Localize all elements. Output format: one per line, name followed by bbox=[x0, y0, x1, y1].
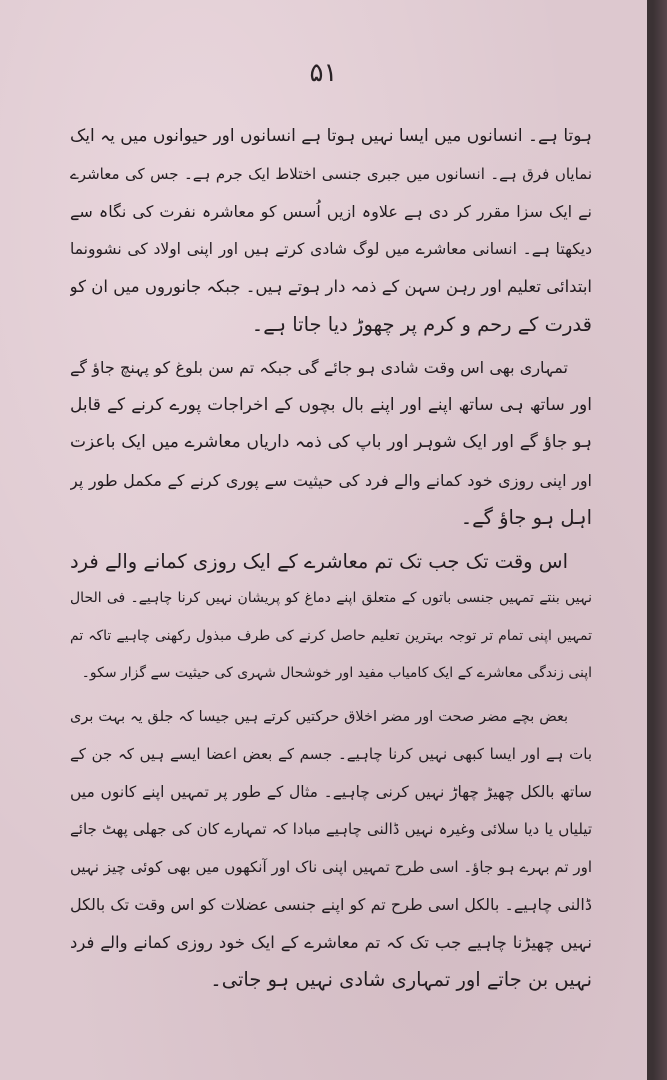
text-line: اور تم بہرے ہو جاؤ۔ اسی طرح تمہیں اپنی ناک اور آنکھوں میں بھی کوئی چیز نہیں bbox=[70, 857, 592, 876]
paragraph bbox=[70, 349, 592, 537]
page-text bbox=[70, 118, 592, 999]
text-line: تمہیں اپنی تمام تر توجہ بہترین تعلیم حاصل کرنے کی طرف مبذول رکھنی چاہیے تاکہ تم bbox=[70, 627, 592, 644]
text-line: ڈالنی چاہیے۔ بالکل اسی طرح تم کو اپنے جنسی عضلات کو اس وقت تک بالکل bbox=[70, 895, 592, 914]
text-line: تیلیاں یا دیا سلائی وغیرہ نہیں ڈالنی چاہیے مبادا کہ تمہارے کان کی جھلی پھٹ جائے bbox=[70, 820, 592, 838]
page-binding-shadow bbox=[653, 0, 667, 1080]
text-line: اور اپنی روزی خود کمانے والے فرد کی حیثیت سے پوری کرنے کے مکمل طور پر bbox=[70, 470, 592, 490]
text-line: نمایاں فرق ہے۔ انسانوں میں جبری جنسی اختلاط ایک جرم ہے۔ جس کی معاشرے bbox=[70, 164, 592, 183]
text-line: اس وقت تک جب تک تم معاشرے کے ایک روزی کمانے والے فرد bbox=[70, 549, 568, 573]
text-line: بعض بچے مضر صحت اور مضر اخلاق حرکتیں کرتے ہیں جیسا کہ جلق یہ بہت بری bbox=[70, 708, 568, 725]
text-line: نہیں بنتے تمہیں جنسی باتوں کے متعلق اپنے دماغ کو پریشان نہیں کرنا چاہیے۔ فی الحال bbox=[70, 590, 592, 606]
text-line: اپنی زندگی معاشرے کے ایک کامیاب مفید اور خوشحال شہری کی حیثیت سے گزار سکو۔ bbox=[81, 665, 592, 681]
text-line: نے ایک سزا مقرر کر دی ہے علاوہ ازیں اُسس کو معاشرہ نفرت کی نگاہ سے bbox=[70, 202, 592, 221]
page-number: ۵۱ bbox=[309, 58, 338, 88]
text-line: ہوتا ہے۔ انسانوں میں ایسا نہیں ہوتا ہے انسانوں اور حیوانوں میں یہ ایک bbox=[70, 126, 592, 146]
text-line: نہیں چھیڑنا چاہیے جب تک کہ تم معاشرے کے ایک خود روزی کمانے والے فرد bbox=[70, 932, 592, 952]
paragraph bbox=[70, 543, 592, 693]
paragraph bbox=[70, 118, 592, 343]
text-line: اہل ہو جاؤ گے۔ bbox=[460, 506, 592, 529]
text-line: قدرت کے رحم و کرم پر چھوڑ دیا جاتا ہے۔ bbox=[251, 312, 592, 336]
text-line: ہو جاؤ گے اور ایک شوہر اور باپ کی ذمہ داریاں معاشرے میں ایک باعزت bbox=[70, 432, 592, 452]
text-line: اور ساتھ ہی ساتھ اپنے اور اپنے بال بچوں کے اخراجات پورے کرنے کے قابل bbox=[70, 394, 592, 415]
text-line: ابتدائی تعلیم اور رہن سہن کے ذمہ دار ہوتے ہیں۔ جبکہ جانوروں میں ان کو bbox=[70, 277, 592, 296]
text-line: نہیں بن جاتے اور تمہاری شادی نہیں ہو جاتی۔ bbox=[210, 968, 592, 991]
paragraph bbox=[70, 699, 592, 999]
text-line: دیکھتا ہے۔ انسانی معاشرے میں لوگ شادی کرتے ہیں اور اپنی اولاد کی نشوونما bbox=[70, 239, 592, 258]
text-line: ساتھ بالکل چھیڑ چھاڑ نہیں کرنی چاہیے۔ مثال کے طور پر تمہیں اپنے کانوں میں bbox=[70, 782, 592, 801]
text-line: بات ہے اور ایسا کبھی نہیں کرنا چاہیے۔ جسم کے بعض اعضا ایسے ہیں کہ جن کے bbox=[70, 745, 592, 763]
text-line: تمہاری بھی اس وقت شادی ہو جائے گی جبکہ تم سن بلوغ کو پہنچ جاؤ گے bbox=[70, 358, 568, 377]
